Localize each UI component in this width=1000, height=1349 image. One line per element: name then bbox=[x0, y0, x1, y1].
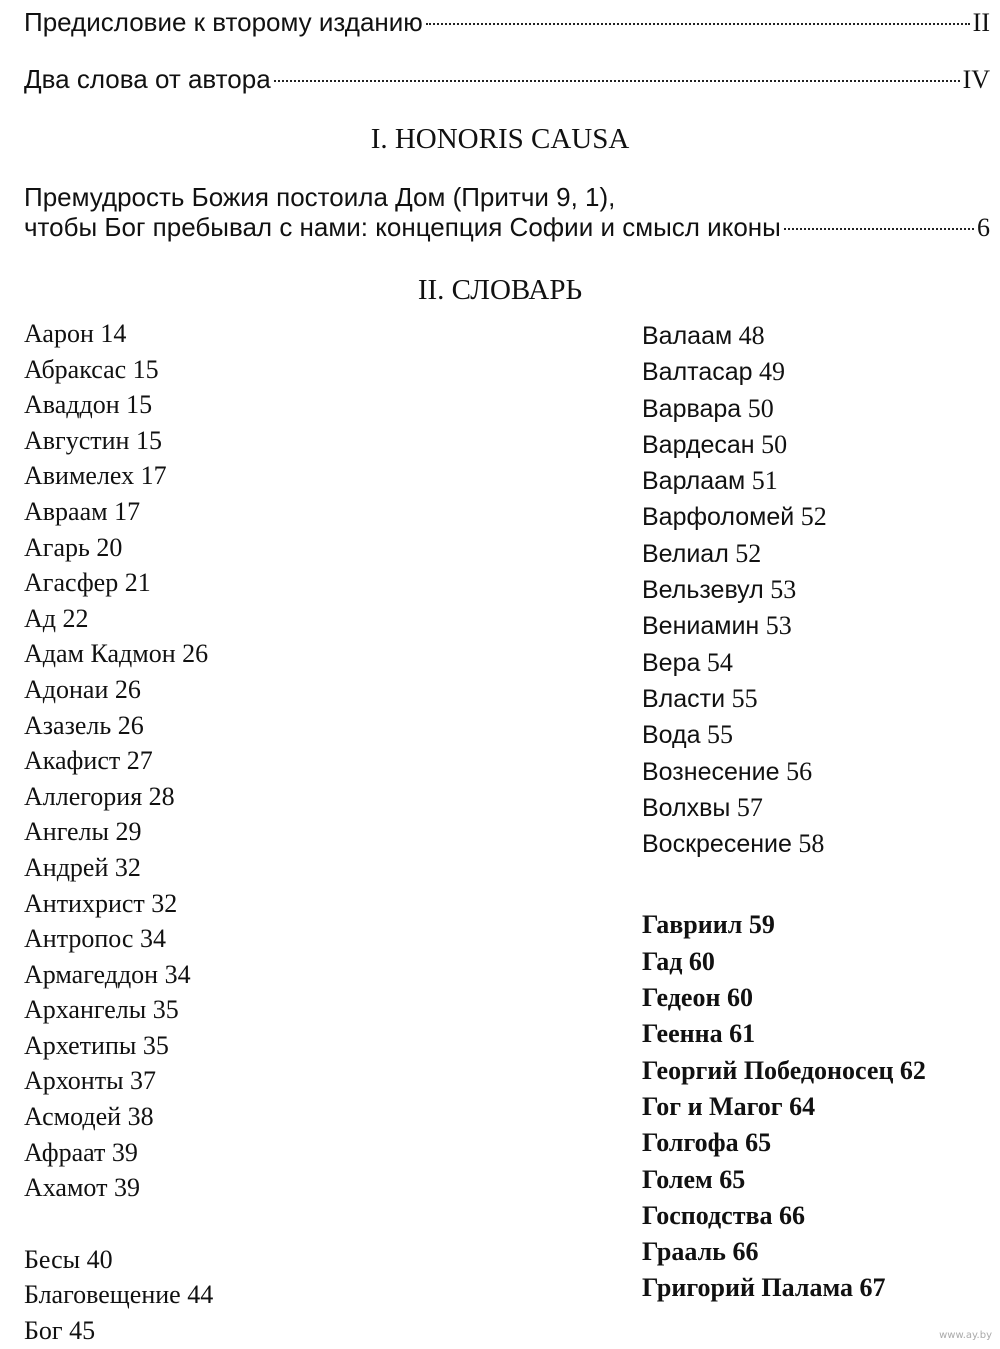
entry-page: 51 bbox=[745, 466, 778, 496]
entry-term: Гедеон bbox=[642, 983, 721, 1013]
dictionary-entry bbox=[24, 1099, 213, 1135]
toc-entry-label: Два слова от автора bbox=[24, 64, 271, 94]
dictionary-entry bbox=[642, 318, 926, 354]
entry-page: 27 bbox=[120, 746, 153, 776]
entry-term: Благовещение bbox=[24, 1280, 181, 1310]
dictionary-entry bbox=[642, 536, 926, 572]
entry-page: 20 bbox=[89, 532, 123, 562]
entry-term: Вода bbox=[642, 721, 701, 750]
dictionary-entry bbox=[642, 980, 926, 1016]
entry-term: Авимелех bbox=[24, 461, 135, 491]
dictionary-entry bbox=[642, 645, 926, 681]
entry-term: Аллегория bbox=[24, 781, 143, 811]
dictionary-entry bbox=[642, 1234, 926, 1270]
entry-page: 26 bbox=[175, 639, 209, 669]
dictionary-entry bbox=[642, 1053, 926, 1089]
entry-page: 35 bbox=[146, 995, 179, 1025]
entry-term: Андрей bbox=[24, 852, 109, 882]
dictionary-entry bbox=[642, 826, 926, 862]
dictionary-entry bbox=[642, 499, 926, 535]
toc-entry-page: II bbox=[972, 8, 990, 37]
dictionary-entry bbox=[642, 427, 926, 463]
dictionary-entry bbox=[24, 708, 213, 744]
toc-entry-label: Предисловие к второму изданию bbox=[24, 7, 423, 37]
entry-term: Аваддон bbox=[24, 390, 120, 420]
entry-page: 34 bbox=[158, 959, 191, 989]
entry-term: Ахамот bbox=[24, 1173, 108, 1203]
entry-term: Вознесение bbox=[642, 757, 780, 786]
dictionary-entry bbox=[642, 354, 926, 390]
entry-term: Архангелы bbox=[24, 995, 147, 1025]
entry-term: Гавриил bbox=[642, 910, 743, 940]
entry-term: Господства bbox=[642, 1200, 773, 1230]
dictionary-entry bbox=[642, 1270, 926, 1306]
entry-term: Архонты bbox=[24, 1066, 124, 1096]
dictionary-entry bbox=[642, 608, 926, 644]
entry-term: Григорий Палама bbox=[642, 1273, 853, 1303]
entry-page: 14 bbox=[93, 319, 127, 348]
entry-term: Адонаи bbox=[24, 674, 109, 704]
entry-term: Асмодей bbox=[24, 1102, 122, 1132]
entry-term: Абраксас bbox=[24, 354, 127, 384]
part2-heading: II. СЛОВАРЬ bbox=[417, 274, 583, 306]
entry-term: Антихрист bbox=[24, 888, 145, 918]
entry-term: Вениамин bbox=[642, 612, 760, 641]
entry-term: Голгофа bbox=[642, 1128, 739, 1158]
dictionary-entry bbox=[24, 779, 213, 815]
entry-page: 15 bbox=[129, 425, 162, 455]
entry-term: Гад bbox=[642, 946, 683, 976]
entry-page: 60 bbox=[682, 946, 715, 976]
dictionary-entry bbox=[24, 316, 213, 352]
entry-page: 53 bbox=[759, 611, 792, 641]
toc-entry-preface-second bbox=[24, 6, 990, 39]
entry-term: Вера bbox=[642, 648, 701, 677]
dictionary-entry bbox=[24, 601, 213, 637]
dictionary-entry bbox=[24, 1063, 213, 1099]
toc-entry-page: IV bbox=[962, 65, 990, 94]
dictionary-entry bbox=[642, 790, 926, 826]
entry-term: Ад bbox=[24, 603, 57, 633]
dictionary-entry bbox=[642, 681, 926, 717]
entry-page: 60 bbox=[720, 983, 753, 1013]
entry-page: 50 bbox=[741, 393, 774, 423]
dictionary-entry bbox=[642, 907, 926, 943]
dictionary-entry bbox=[642, 944, 926, 980]
entry-page: 26 bbox=[108, 674, 141, 704]
entry-term: Валаам bbox=[642, 322, 733, 350]
entry-page: 54 bbox=[700, 647, 733, 677]
entry-page: 55 bbox=[700, 720, 734, 750]
entry-page: 61 bbox=[722, 1019, 756, 1049]
dictionary-entry bbox=[24, 814, 213, 850]
dictionary-entry bbox=[24, 1170, 213, 1206]
entry-page: 64 bbox=[782, 1091, 816, 1121]
entry-page: 56 bbox=[779, 756, 813, 786]
entry-term: Антропос bbox=[24, 924, 134, 954]
dictionary-entry bbox=[642, 1125, 926, 1161]
watermark: www.ay.by bbox=[939, 1330, 992, 1341]
entry-term: Азазель bbox=[24, 710, 112, 740]
entry-page: 21 bbox=[118, 568, 151, 598]
entry-term: Архетипы bbox=[24, 1030, 137, 1060]
dictionary-entry bbox=[642, 572, 926, 608]
dictionary-entry bbox=[24, 458, 213, 494]
dictionary-entry bbox=[642, 391, 926, 427]
entry-page: 17 bbox=[107, 496, 141, 526]
toc-entry-line2: чтобы Бог пребывал с нами: концепция Софии и смысл иконы bbox=[24, 212, 781, 242]
part1-heading: I. HONORIS CAUSA bbox=[370, 123, 630, 155]
entry-term: Волхвы bbox=[642, 793, 731, 822]
toc-entry-page: 6 bbox=[977, 213, 990, 242]
dictionary-entry bbox=[642, 1089, 926, 1125]
entry-page: 17 bbox=[134, 461, 167, 491]
dictionary-entry bbox=[24, 1028, 213, 1064]
entry-page: 49 bbox=[752, 357, 786, 387]
entry-page: 32 bbox=[144, 888, 178, 918]
entry-term: Варфоломей bbox=[642, 503, 795, 532]
entry-term: Афраат bbox=[24, 1137, 106, 1167]
dictionary-entry bbox=[24, 530, 213, 566]
entry-term: Акафист bbox=[24, 746, 121, 776]
entry-term: Голем bbox=[642, 1164, 713, 1194]
dictionary-entry bbox=[642, 754, 926, 790]
toc-entry-author-words bbox=[24, 63, 990, 96]
entry-page: 62 bbox=[893, 1055, 926, 1085]
dictionary-group-a bbox=[24, 316, 213, 1206]
entry-page: 55 bbox=[725, 683, 758, 713]
dictionary-entry bbox=[24, 565, 213, 601]
dictionary-entry bbox=[24, 1135, 213, 1171]
entry-page: 32 bbox=[108, 852, 141, 882]
entry-page: 38 bbox=[121, 1102, 154, 1132]
entry-term: Велиал bbox=[642, 539, 729, 568]
entry-page: 65 bbox=[738, 1128, 772, 1158]
entry-term: Аарон bbox=[24, 319, 94, 348]
entry-term: Вельзевул bbox=[642, 576, 764, 605]
entry-page: 50 bbox=[754, 429, 788, 459]
entry-term: Агарь bbox=[24, 532, 90, 562]
entry-page: 53 bbox=[763, 575, 797, 605]
entry-page: 67 bbox=[853, 1273, 886, 1303]
entry-term: Варвара bbox=[642, 394, 742, 423]
entry-term: Геенна bbox=[642, 1019, 723, 1049]
dot-leader bbox=[274, 80, 960, 82]
entry-page: 37 bbox=[123, 1066, 157, 1096]
dictionary-entry bbox=[642, 717, 926, 753]
entry-page: 65 bbox=[712, 1164, 746, 1194]
dictionary-right-column bbox=[642, 318, 926, 1307]
dictionary-entry bbox=[24, 636, 213, 672]
entry-page: 59 bbox=[742, 910, 775, 940]
entry-page: 66 bbox=[772, 1200, 806, 1230]
entry-term: Бог bbox=[24, 1316, 63, 1346]
dictionary-entry bbox=[642, 463, 926, 499]
dictionary-entry bbox=[24, 387, 213, 423]
dictionary-entry bbox=[24, 352, 213, 388]
dictionary-entry bbox=[24, 1277, 213, 1313]
entry-page: 26 bbox=[111, 710, 144, 740]
dictionary-entry bbox=[24, 494, 213, 530]
dictionary-entry bbox=[24, 1242, 213, 1278]
entry-term: Агасфер bbox=[24, 568, 119, 598]
entry-term: Армагеддон bbox=[24, 959, 159, 989]
dot-leader bbox=[784, 228, 974, 230]
entry-page: 22 bbox=[56, 603, 89, 633]
entry-page: 15 bbox=[119, 390, 153, 420]
entry-term: Воскресение bbox=[642, 830, 792, 859]
dictionary-entry bbox=[642, 1198, 926, 1234]
dot-leader bbox=[426, 23, 970, 25]
entry-term: Власти bbox=[642, 684, 726, 713]
dictionary-entry bbox=[642, 1162, 926, 1198]
dictionary-entry bbox=[24, 423, 213, 459]
entry-term: Августин bbox=[24, 425, 130, 455]
entry-page: 57 bbox=[730, 792, 763, 822]
entry-term: Варлаам bbox=[642, 467, 746, 496]
entry-page: 15 bbox=[126, 354, 159, 384]
entry-term: Георгий Победоносец bbox=[642, 1055, 894, 1085]
entry-page: 58 bbox=[791, 829, 825, 859]
entry-page: 39 bbox=[105, 1137, 138, 1167]
dictionary-entry bbox=[24, 886, 213, 922]
dictionary-left-column bbox=[24, 316, 213, 1349]
entry-term: Вардесан bbox=[642, 430, 755, 459]
dictionary-entry bbox=[642, 1016, 926, 1052]
entry-page: 35 bbox=[136, 1030, 169, 1060]
entry-term: Гог и Магог bbox=[642, 1091, 783, 1121]
entry-term: Адам Кадмон bbox=[24, 639, 176, 669]
entry-page: 29 bbox=[109, 817, 142, 847]
entry-page: 66 bbox=[725, 1237, 759, 1267]
entry-page: 34 bbox=[133, 924, 166, 954]
entry-page: 44 bbox=[180, 1280, 214, 1310]
entry-page: 48 bbox=[732, 321, 765, 350]
dictionary-entry bbox=[24, 921, 213, 957]
toc-entry-sophia bbox=[24, 182, 990, 243]
entry-term: Бесы bbox=[24, 1244, 81, 1274]
entry-page: 28 bbox=[142, 781, 175, 811]
entry-page: 39 bbox=[107, 1173, 140, 1203]
entry-term: Ангелы bbox=[24, 817, 109, 847]
entry-term: Валтасар bbox=[642, 358, 753, 387]
dictionary-group-b bbox=[24, 1242, 213, 1349]
toc-entry-line1: Премудрость Божия постоила Дом (Притчи 9, 1), bbox=[24, 182, 616, 212]
entry-term: Грааль bbox=[642, 1237, 726, 1267]
dictionary-group-v bbox=[642, 318, 926, 862]
entry-term: Авраам bbox=[24, 496, 108, 526]
dictionary-entry bbox=[24, 672, 213, 708]
dictionary-entry bbox=[24, 1313, 213, 1349]
dictionary-entry bbox=[24, 992, 213, 1028]
entry-page: 45 bbox=[62, 1316, 96, 1346]
dictionary-entry bbox=[24, 850, 213, 886]
dictionary-entry bbox=[24, 743, 213, 779]
dictionary-group-g bbox=[642, 907, 926, 1306]
entry-page: 52 bbox=[728, 538, 762, 568]
entry-page: 40 bbox=[80, 1244, 113, 1274]
entry-page: 52 bbox=[794, 502, 827, 532]
dictionary-entry bbox=[24, 957, 213, 993]
